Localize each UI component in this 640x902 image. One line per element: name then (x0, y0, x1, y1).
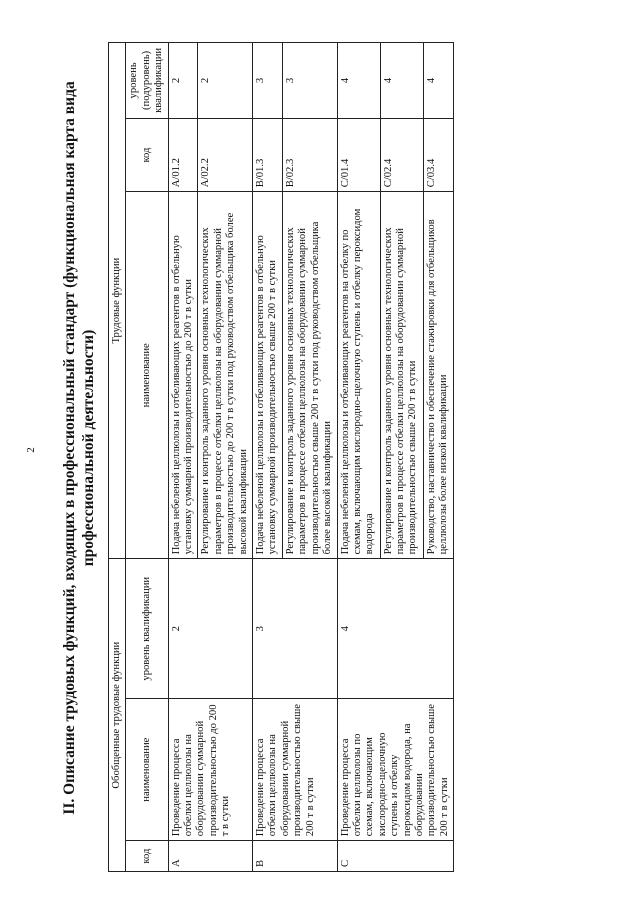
rotated-page (60, 8, 640, 888)
function-code: B/01.3 (253, 118, 283, 191)
function-name: Руководство, наставничество и обеспечение стажировки для отбельщиков целлюлозы более низкой квалификации (423, 192, 453, 559)
functional-map-table (108, 42, 454, 872)
function-name: Подача небеленой целлюлозы и отбеливающих реагентов в отбельную установку суммарной производительностью до 200 т в сутки (168, 192, 198, 559)
group-level: 2 (168, 559, 252, 699)
function-code: C/03.4 (423, 118, 453, 191)
function-sublevel: 4 (380, 43, 423, 119)
function-sublevel: 3 (253, 43, 283, 119)
function-code: B/02.3 (282, 118, 337, 191)
group-name: Проведение процесса отбелки целлюлозы на оборудовании суммарной производительностью свыше 200 т в сутки (253, 699, 337, 841)
function-sublevel: 4 (423, 43, 453, 119)
function-sublevel: 2 (198, 43, 253, 119)
header-labor: Трудовые функции (109, 43, 126, 559)
header-generalized: Обобщенные трудовые функции (109, 559, 126, 872)
section-title: II. Описание трудовых функций, входящих в профессиональный стандарт (функциональная карта вида профессиональной деятельности) (61, 81, 97, 815)
header-code: код (126, 841, 168, 872)
group-level: 4 (337, 559, 454, 699)
header-sublevel: уровень (подуровень) квалификации (126, 43, 168, 119)
table-row (337, 43, 380, 872)
function-code: A/02.2 (198, 118, 253, 191)
function-sublevel: 3 (282, 43, 337, 119)
group-name: Проведение процесса отбелки целлюлозы по схемам, включающим кислородно-щелочную ступень и отбелку пероксидом водорода, на оборудовании производительностью свыше 200 т в сутки (337, 699, 454, 841)
function-name: Регулирование и контроль заданного уровня основных технологических параметров в процессе отбелки целлюлозы на оборудовании суммарной производительностью до 200 т в сутки под руководством отбельщика более высокой квалификации (198, 192, 253, 559)
table-row (253, 43, 283, 872)
function-name: Подача небеленой целлюлозы и отбеливающих реагентов в отбельную установку суммарной производительностью свыше 200 т в сутки (253, 192, 283, 559)
group-code: B (253, 841, 337, 872)
group-code: C (337, 841, 454, 872)
header-level: уровень квалификации (126, 559, 168, 699)
function-code: A/01.2 (168, 118, 198, 191)
table-row (168, 43, 198, 872)
function-sublevel: 4 (337, 43, 380, 119)
header-tf-name: наименование (126, 192, 168, 559)
page-number: 2 (24, 447, 37, 453)
group-code: A (168, 841, 252, 872)
function-code: C/02.4 (380, 118, 423, 191)
header-name: наименование (126, 699, 168, 841)
group-name: Проведение процесса отбелки целлюлозы на оборудовании суммарной производительностью до 200 т в сутки (168, 699, 252, 841)
function-name: Подача небеленой целлюлозы и отбеливающих реагентов на отбелку по схемам, включающим кислородно-щелочную ступень и отбелку пероксидом водорода (337, 192, 380, 559)
function-sublevel: 2 (168, 43, 198, 119)
group-level: 3 (253, 559, 337, 699)
function-name: Регулирование и контроль заданного уровня основных технологических параметров в процессе отбелки целлюлозы на оборудовании суммарной производительностью свыше 200 т в сутки (380, 192, 423, 559)
function-code: C/01.4 (337, 118, 380, 191)
function-name: Регулирование и контроль заданного уровня основных технологических параметров в процессе отбелки целлюлозы на оборудовании суммарной производительностью свыше 200 т в сутки под руководством отбельщика более высокой квалификации (282, 192, 337, 559)
header-tf-code: код (126, 118, 168, 191)
